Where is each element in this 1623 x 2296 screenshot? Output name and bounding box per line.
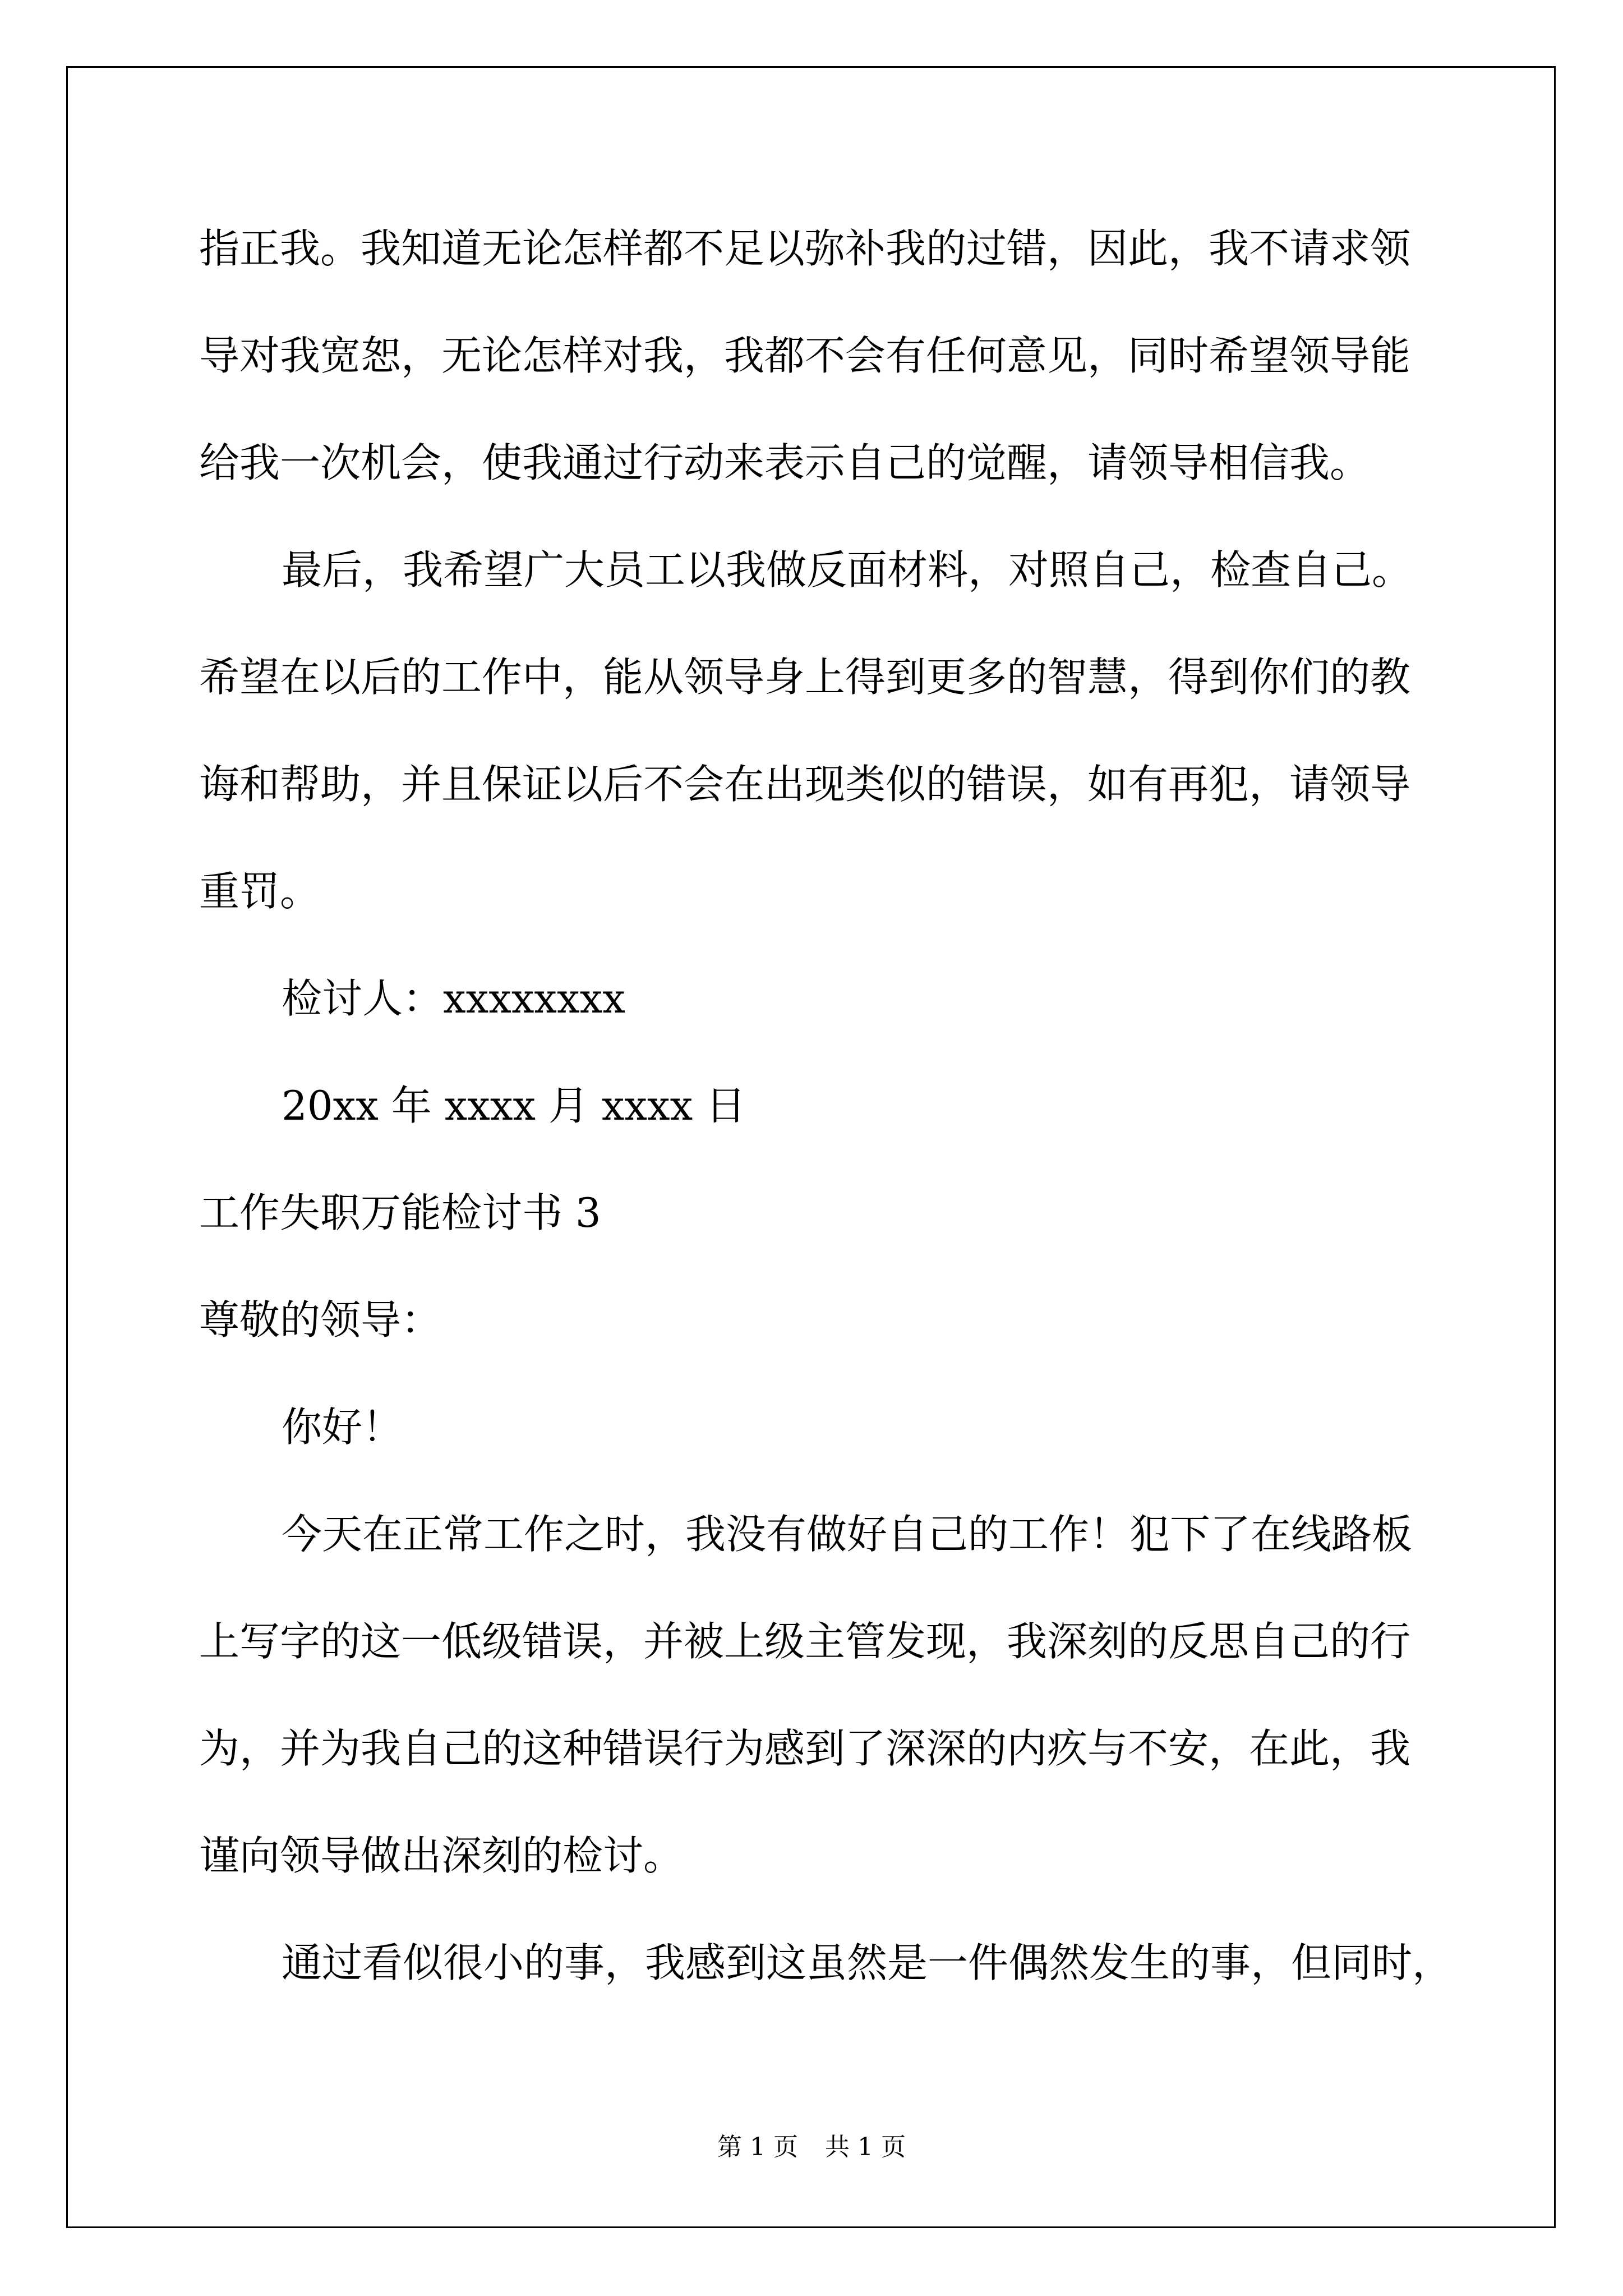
text-line: 希望在以后的工作中，能从领导身上得到更多的智慧，得到你们的教 xyxy=(199,654,1411,701)
text-line: 最后，我希望广大员工以我做反面材料，对照自己，检查自己。 xyxy=(282,546,1413,593)
text-line: 为，并为我自己的这种错误行为感到了深深的内疚与不安，在此，我 xyxy=(199,1725,1411,1772)
greeting: 你好！ xyxy=(282,1404,403,1451)
text-line: 给我一次机会，使我通过行动来表示自己的觉醒，请领导相信我。 xyxy=(199,439,1371,486)
text-line: 上写字的这一低级错误，并被上级主管发现，我深刻的反思自己的行 xyxy=(199,1618,1411,1665)
page-number: 第 1 页 xyxy=(717,2133,798,2161)
text-line: 通过看似很小的事，我感到这虽然是一件偶然发生的事，但同时， xyxy=(282,1939,1453,1986)
text-line: 今天在正常工作之时，我没有做好自己的工作！犯下了在线路板 xyxy=(282,1511,1413,1558)
signature-line: 检讨人：xxxxxxxx xyxy=(282,975,625,1022)
page-border xyxy=(66,66,1556,2228)
text-line: 诲和帮助，并且保证以后不会在出现类似的错误，如有再犯，请领导 xyxy=(199,761,1411,808)
text-line: 重罚。 xyxy=(199,868,321,915)
section-title: 工作失职万能检讨书 3 xyxy=(199,1189,601,1236)
salutation: 尊敬的领导： xyxy=(199,1296,442,1343)
text-line: 导对我宽恕，无论怎样对我，我都不会有任何意见，同时希望领导能 xyxy=(199,332,1411,379)
page-total: 共 1 页 xyxy=(825,2133,906,2161)
text-line: 谨向领导做出深刻的检讨。 xyxy=(199,1832,684,1879)
text-line: 指正我。我知道无论怎样都不足以弥补我的过错，因此，我不请求领 xyxy=(199,225,1411,272)
page-footer xyxy=(0,2132,1623,2163)
date-line: 20xx 年 xxxx 月 xxxx 日 xyxy=(282,1082,746,1129)
